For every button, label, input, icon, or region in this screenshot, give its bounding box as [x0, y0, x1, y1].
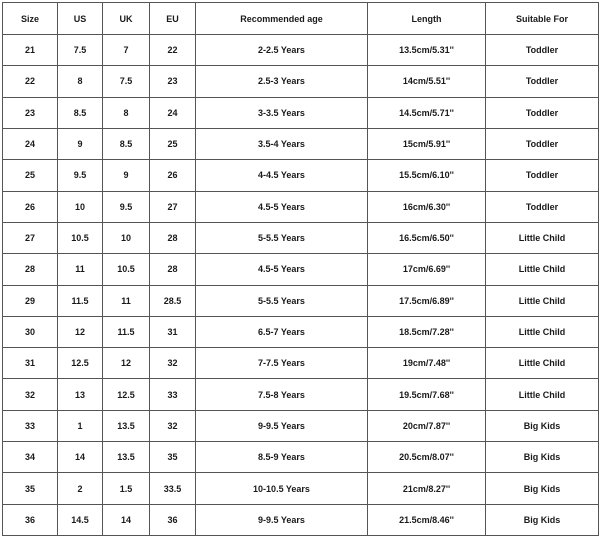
- eu-cell: 32: [150, 348, 196, 379]
- suitable-for-cell: Little Child: [486, 285, 599, 316]
- table-row: [3, 35, 599, 66]
- suitable-for-cell: Little Child: [486, 379, 599, 410]
- size-cell: 21: [3, 35, 58, 66]
- size-cell: 22: [3, 66, 58, 97]
- uk-cell: 9: [103, 160, 150, 191]
- length-cell: 14cm/5.51'': [368, 66, 486, 97]
- length-cell: 18.5cm/7.28'': [368, 316, 486, 347]
- age-cell: 3-3.5 Years: [196, 97, 368, 128]
- size-cell: 29: [3, 285, 58, 316]
- eu-cell: 28: [150, 222, 196, 253]
- size-cell: 30: [3, 316, 58, 347]
- us-cell: 10: [58, 191, 103, 222]
- uk-cell: 8: [103, 97, 150, 128]
- length-cell: 15.5cm/6.10'': [368, 160, 486, 191]
- uk-cell: 9.5: [103, 191, 150, 222]
- table-row: [3, 222, 599, 253]
- us-cell: 9: [58, 128, 103, 159]
- table-row: [3, 160, 599, 191]
- age-cell: 8.5-9 Years: [196, 442, 368, 473]
- table-row: [3, 410, 599, 441]
- table-row: [3, 473, 599, 504]
- age-cell: 5-5.5 Years: [196, 285, 368, 316]
- table-row: [3, 285, 599, 316]
- length-cell: 21cm/8.27'': [368, 473, 486, 504]
- us-cell: 11: [58, 254, 103, 285]
- length-cell: 19.5cm/7.68'': [368, 379, 486, 410]
- header-length: Length: [368, 3, 486, 35]
- table-row: [3, 66, 599, 97]
- header-row: [3, 3, 599, 35]
- us-cell: 10.5: [58, 222, 103, 253]
- suitable-for-cell: Toddler: [486, 66, 599, 97]
- header-eu: EU: [150, 3, 196, 35]
- age-cell: 3.5-4 Years: [196, 128, 368, 159]
- age-cell: 9-9.5 Years: [196, 410, 368, 441]
- age-cell: 2-2.5 Years: [196, 35, 368, 66]
- us-cell: 9.5: [58, 160, 103, 191]
- eu-cell: 31: [150, 316, 196, 347]
- eu-cell: 32: [150, 410, 196, 441]
- age-cell: 2.5-3 Years: [196, 66, 368, 97]
- size-cell: 25: [3, 160, 58, 191]
- size-cell: 23: [3, 97, 58, 128]
- suitable-for-cell: Toddler: [486, 128, 599, 159]
- us-cell: 7.5: [58, 35, 103, 66]
- length-cell: 20cm/7.87'': [368, 410, 486, 441]
- length-cell: 15cm/5.91'': [368, 128, 486, 159]
- suitable-for-cell: Big Kids: [486, 504, 599, 535]
- table-row: [3, 254, 599, 285]
- age-cell: 10-10.5 Years: [196, 473, 368, 504]
- eu-cell: 24: [150, 97, 196, 128]
- table-row: [3, 442, 599, 473]
- length-cell: 17.5cm/6.89'': [368, 285, 486, 316]
- uk-cell: 1.5: [103, 473, 150, 504]
- size-cell: 32: [3, 379, 58, 410]
- suitable-for-cell: Little Child: [486, 348, 599, 379]
- us-cell: 8.5: [58, 97, 103, 128]
- eu-cell: 23: [150, 66, 196, 97]
- uk-cell: 13.5: [103, 442, 150, 473]
- us-cell: 11.5: [58, 285, 103, 316]
- table-row: [3, 504, 599, 535]
- age-cell: 4.5-5 Years: [196, 254, 368, 285]
- suitable-for-cell: Toddler: [486, 97, 599, 128]
- table-row: [3, 128, 599, 159]
- size-cell: 35: [3, 473, 58, 504]
- size-cell: 34: [3, 442, 58, 473]
- length-cell: 16cm/6.30'': [368, 191, 486, 222]
- size-cell: 28: [3, 254, 58, 285]
- uk-cell: 11.5: [103, 316, 150, 347]
- uk-cell: 11: [103, 285, 150, 316]
- length-cell: 17cm/6.69'': [368, 254, 486, 285]
- age-cell: 4.5-5 Years: [196, 191, 368, 222]
- length-cell: 14.5cm/5.71'': [368, 97, 486, 128]
- eu-cell: 33: [150, 379, 196, 410]
- header-us: US: [58, 3, 103, 35]
- suitable-for-cell: Little Child: [486, 316, 599, 347]
- us-cell: 14: [58, 442, 103, 473]
- us-cell: 1: [58, 410, 103, 441]
- us-cell: 14.5: [58, 504, 103, 535]
- length-cell: 19cm/7.48'': [368, 348, 486, 379]
- age-cell: 9-9.5 Years: [196, 504, 368, 535]
- header-size: Size: [3, 3, 58, 35]
- table-row: [3, 97, 599, 128]
- length-cell: 16.5cm/6.50'': [368, 222, 486, 253]
- size-cell: 24: [3, 128, 58, 159]
- header-suitable-for: Suitable For: [486, 3, 599, 35]
- uk-cell: 8.5: [103, 128, 150, 159]
- us-cell: 13: [58, 379, 103, 410]
- suitable-for-cell: Toddler: [486, 35, 599, 66]
- eu-cell: 35: [150, 442, 196, 473]
- uk-cell: 7: [103, 35, 150, 66]
- size-cell: 36: [3, 504, 58, 535]
- size-cell: 31: [3, 348, 58, 379]
- table-row: [3, 316, 599, 347]
- uk-cell: 14: [103, 504, 150, 535]
- size-cell: 33: [3, 410, 58, 441]
- length-cell: 20.5cm/8.07'': [368, 442, 486, 473]
- suitable-for-cell: Toddler: [486, 160, 599, 191]
- suitable-for-cell: Little Child: [486, 254, 599, 285]
- age-cell: 4-4.5 Years: [196, 160, 368, 191]
- uk-cell: 12: [103, 348, 150, 379]
- length-cell: 13.5cm/5.31'': [368, 35, 486, 66]
- suitable-for-cell: Big Kids: [486, 442, 599, 473]
- uk-cell: 10.5: [103, 254, 150, 285]
- eu-cell: 22: [150, 35, 196, 66]
- size-cell: 27: [3, 222, 58, 253]
- age-cell: 7-7.5 Years: [196, 348, 368, 379]
- us-cell: 2: [58, 473, 103, 504]
- uk-cell: 13.5: [103, 410, 150, 441]
- size-cell: 26: [3, 191, 58, 222]
- eu-cell: 25: [150, 128, 196, 159]
- us-cell: 8: [58, 66, 103, 97]
- age-cell: 6.5-7 Years: [196, 316, 368, 347]
- eu-cell: 27: [150, 191, 196, 222]
- suitable-for-cell: Toddler: [486, 191, 599, 222]
- eu-cell: 36: [150, 504, 196, 535]
- header-recommended-age: Recommended age: [196, 3, 368, 35]
- suitable-for-cell: Big Kids: [486, 410, 599, 441]
- header-uk: UK: [103, 3, 150, 35]
- length-cell: 21.5cm/8.46'': [368, 504, 486, 535]
- age-cell: 7.5-8 Years: [196, 379, 368, 410]
- uk-cell: 7.5: [103, 66, 150, 97]
- table-header: [3, 3, 599, 35]
- uk-cell: 12.5: [103, 379, 150, 410]
- eu-cell: 28.5: [150, 285, 196, 316]
- table-body: [3, 35, 599, 536]
- age-cell: 5-5.5 Years: [196, 222, 368, 253]
- eu-cell: 26: [150, 160, 196, 191]
- suitable-for-cell: Little Child: [486, 222, 599, 253]
- suitable-for-cell: Big Kids: [486, 473, 599, 504]
- eu-cell: 33.5: [150, 473, 196, 504]
- eu-cell: 28: [150, 254, 196, 285]
- size-chart-table: [2, 2, 599, 536]
- us-cell: 12.5: [58, 348, 103, 379]
- uk-cell: 10: [103, 222, 150, 253]
- table-row: [3, 379, 599, 410]
- table-row: [3, 191, 599, 222]
- table-row: [3, 348, 599, 379]
- us-cell: 12: [58, 316, 103, 347]
